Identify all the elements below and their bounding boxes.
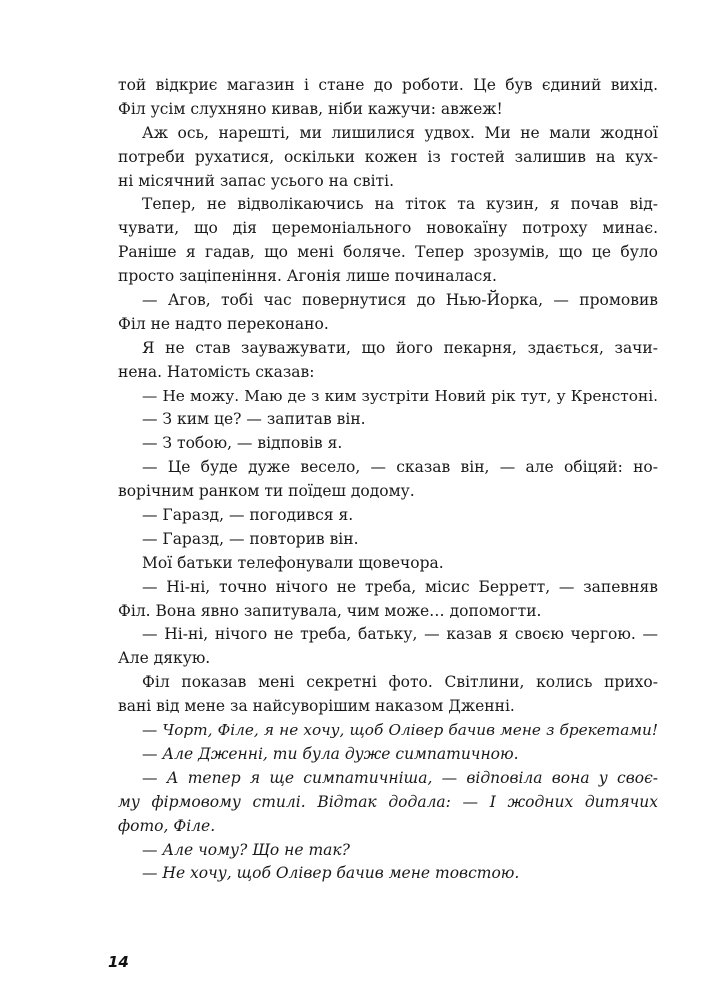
text-line: — Це буде дуже весело, — сказав він, — але обіцяй: но- — [142, 458, 658, 477]
text-line: му фірмовому стилі. Відтак додала: — І жодних дитячих — [118, 792, 658, 811]
text-line: — З тобою, — відповів я. — [142, 434, 343, 453]
text-line: — Не хочу, щоб Олівер бачив мене товстою. — [142, 864, 520, 883]
page-body-text — [118, 74, 658, 886]
text-line: потреби рухатися, оскільки кожен із гостей залишив на кух- — [118, 147, 658, 166]
text-line: Філ усім слухняно кивав, ніби кажучи: авжеж! — [118, 99, 503, 118]
text-line: ні місячний запас усього на світі. — [118, 171, 395, 190]
text-line: — Гаразд, — повторив він. — [142, 529, 359, 548]
text-line: Раніше я гадав, що мені боляче. Тепер зрозумів, що це було — [118, 243, 658, 262]
text-line: — Ні-ні, точно нічого не треба, місис Берретт, — запевняв — [142, 577, 658, 596]
text-line: Філ показав мені секретні фото. Світлини, колись прихо- — [142, 673, 658, 692]
text-line: нена. Натомість сказав: — [118, 362, 315, 381]
text-line: вані від мене за найсуворішим наказом Дженні. — [118, 697, 515, 716]
text-line: Я не став зауважувати, що його пекарня, здається, зачи- — [142, 338, 658, 357]
text-line: — Гаразд, — погодився я. — [142, 506, 354, 525]
text-line: Аж ось, нарешті, ми лишилися удвох. Ми не мали жодної — [142, 123, 658, 142]
text-line: Мої батьки телефонували щовечора. — [142, 553, 444, 572]
text-line: — Агов, тобі час повернутися до Нью-Йорка, — промовив — [142, 291, 658, 310]
text-line: Тепер, не відволікаючись на тіток та кузин, я почав від- — [142, 195, 658, 214]
text-line: — Ні-ні, нічого не треба, батьку, — казав я своєю чергою. — — [142, 625, 658, 644]
text-line: — Не можу. Маю де з ким зустріти Новий рік тут, у Кренстоні. — [142, 386, 658, 405]
text-line: Філ не надто переконано. — [118, 314, 329, 333]
text-line: — Чорт, Філе, я не хочу, щоб Олівер бачив мене з брекетами! — [142, 721, 658, 740]
text-line: — А тепер я ще симпатичніша, — відповіла вона у своє- — [142, 768, 658, 787]
text-line: Філ. Вона явно запитувала, чим може… допомогти. — [118, 601, 542, 620]
text-line: фото, Філе. — [118, 816, 216, 835]
text-line: ворічним ранком ти поїдеш додому. — [118, 482, 415, 501]
text-line: — Але чому? Що не так? — [142, 840, 350, 859]
text-line: Але дякую. — [118, 649, 211, 668]
page-number: 14 — [108, 953, 129, 971]
text-line: — З ким це? — запитав він. — [142, 410, 366, 429]
text-line: просто заціпеніння. Агонія лише починалася. — [118, 267, 497, 286]
text-line: — Але Дженні, ти була дуже симпатичною. — [142, 744, 519, 763]
text-line: чувати, що дія церемоніального новокаїну потроху минає. — [118, 219, 658, 238]
text-line: той відкриє магазин і стане до роботи. Це був єдиний вихід. — [118, 76, 658, 94]
